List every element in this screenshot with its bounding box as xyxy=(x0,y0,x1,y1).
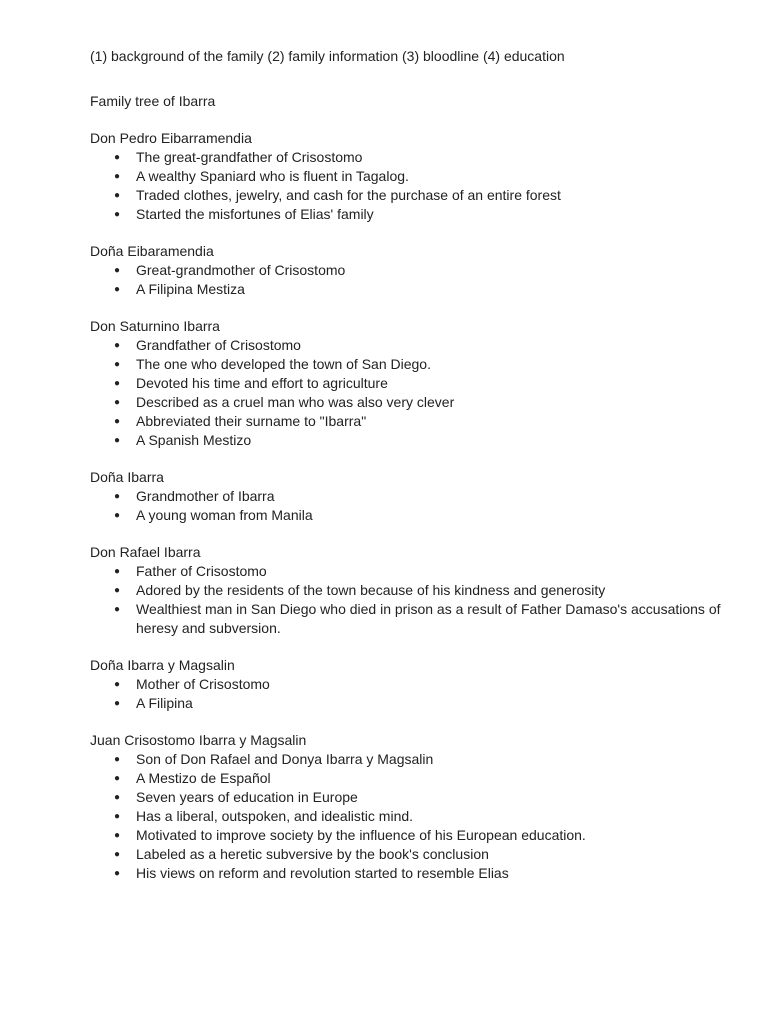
bullet-icon: ● xyxy=(114,190,121,201)
bullet-icon: ● xyxy=(114,284,121,295)
topics-line: (1) background of the family (2) family information (3) bloodline (4) education xyxy=(90,48,565,64)
list-item xyxy=(90,581,730,600)
list-item-text: Abbreviated their surname to "Ibarra" xyxy=(136,413,367,429)
fact-list xyxy=(90,562,730,638)
bullet-icon: ● xyxy=(114,171,121,182)
person-name: Doña Ibarra y Magsalin xyxy=(90,657,235,673)
list-item xyxy=(90,374,730,393)
list-item xyxy=(90,600,730,638)
person-section xyxy=(90,317,730,450)
bullet-icon: ● xyxy=(114,585,121,596)
list-item-text: Described as a cruel man who was also very clever xyxy=(136,394,455,410)
list-item xyxy=(90,186,730,205)
bullet-icon: ● xyxy=(114,830,121,841)
list-item-text: A Mestizo de Español xyxy=(136,770,271,786)
list-item xyxy=(90,675,730,694)
bullet-icon: ● xyxy=(114,792,121,803)
bullet-icon: ● xyxy=(114,416,121,427)
list-item xyxy=(90,562,730,581)
list-item-text: Grandmother of Ibarra xyxy=(136,488,275,504)
person-section xyxy=(90,468,730,525)
person-name: Doña Ibarra xyxy=(90,469,164,485)
fact-list xyxy=(90,750,730,883)
list-item-text: Devoted his time and effort to agriculture xyxy=(136,375,388,391)
list-item xyxy=(90,506,730,525)
fact-list xyxy=(90,261,730,299)
person-name: Don Pedro Eibarramendia xyxy=(90,130,252,146)
bullet-icon: ● xyxy=(114,152,121,163)
person-name: Juan Crisostomo Ibarra y Magsalin xyxy=(90,732,307,748)
list-item-text: Seven years of education in Europe xyxy=(136,789,358,805)
fact-list xyxy=(90,487,730,525)
list-item xyxy=(90,864,730,883)
list-item-text: The great-grandfather of Crisostomo xyxy=(136,149,363,165)
list-item xyxy=(90,148,730,167)
bullet-icon: ● xyxy=(114,849,121,860)
list-item-text: The one who developed the town of San Diego. xyxy=(136,356,431,372)
list-item-text: Son of Don Rafael and Donya Ibarra y Magsalin xyxy=(136,751,434,767)
bullet-icon: ● xyxy=(114,435,121,446)
bullet-icon: ● xyxy=(114,510,121,521)
list-item-text: His views on reform and revolution started to resemble Elias xyxy=(136,865,509,881)
list-item xyxy=(90,788,730,807)
bullet-icon: ● xyxy=(114,754,121,765)
bullet-icon: ● xyxy=(114,491,121,502)
list-item-text: Labeled as a heretic subversive by the book's conclusion xyxy=(136,846,489,862)
list-item xyxy=(90,694,730,713)
bullet-icon: ● xyxy=(114,773,121,784)
list-item-text: A Filipina xyxy=(136,695,193,711)
list-item-text: A Spanish Mestizo xyxy=(136,432,252,448)
list-item-text: Grandfather of Crisostomo xyxy=(136,337,301,353)
bullet-icon: ● xyxy=(114,265,121,276)
list-item xyxy=(90,431,730,450)
list-item xyxy=(90,393,730,412)
list-item xyxy=(90,826,730,845)
list-item xyxy=(90,336,730,355)
bullet-icon: ● xyxy=(114,397,121,408)
bullet-icon: ● xyxy=(114,209,121,220)
list-item xyxy=(90,845,730,864)
fact-list xyxy=(90,148,730,224)
list-item xyxy=(90,167,730,186)
fact-list xyxy=(90,675,730,713)
list-item-text: Adored by the residents of the town because of his kindness and generosity xyxy=(136,582,606,598)
bullet-icon: ● xyxy=(114,378,121,389)
list-item xyxy=(90,412,730,431)
bullet-icon: ● xyxy=(114,604,121,615)
list-item-text: Started the misfortunes of Elias' family xyxy=(136,206,374,222)
list-item-text: A Filipina Mestiza xyxy=(136,281,245,297)
person-section xyxy=(90,656,730,713)
list-item-text: Great-grandmother of Crisostomo xyxy=(136,262,346,278)
document-page xyxy=(90,46,730,883)
list-item xyxy=(90,769,730,788)
person-name: Don Rafael Ibarra xyxy=(90,544,201,560)
bullet-icon: ● xyxy=(114,698,121,709)
bullet-icon: ● xyxy=(114,811,121,822)
document-title: Family tree of Ibarra xyxy=(90,93,216,109)
list-item xyxy=(90,750,730,769)
bullet-icon: ● xyxy=(114,340,121,351)
bullet-icon: ● xyxy=(114,679,121,690)
person-name: Doña Eibaramendia xyxy=(90,243,214,259)
list-item xyxy=(90,807,730,826)
list-item-text: Father of Crisostomo xyxy=(136,563,267,579)
person-section xyxy=(90,731,730,883)
list-item xyxy=(90,205,730,224)
list-item xyxy=(90,280,730,299)
person-section xyxy=(90,129,730,224)
list-item xyxy=(90,355,730,374)
person-section xyxy=(90,242,730,299)
list-item xyxy=(90,261,730,280)
list-item xyxy=(90,487,730,506)
list-item-text: Traded clothes, jewelry, and cash for the purchase of an entire forest xyxy=(136,187,561,203)
bullet-icon: ● xyxy=(114,868,121,879)
person-name: Don Saturnino Ibarra xyxy=(90,318,220,334)
fact-list xyxy=(90,336,730,450)
person-section xyxy=(90,543,730,638)
list-item-text: A young woman from Manila xyxy=(136,507,313,523)
list-item-text: Wealthiest man in San Diego who died in prison as a result of Father Damaso's accusations of heresy and subversion. xyxy=(136,601,721,636)
list-item-text: Has a liberal, outspoken, and idealistic mind. xyxy=(136,808,414,824)
family-sections xyxy=(90,129,730,883)
list-item-text: A wealthy Spaniard who is fluent in Tagalog. xyxy=(136,168,409,184)
list-item-text: Motivated to improve society by the influence of his European education. xyxy=(136,827,586,843)
list-item-text: Mother of Crisostomo xyxy=(136,676,270,692)
bullet-icon: ● xyxy=(114,566,121,577)
bullet-icon: ● xyxy=(114,359,121,370)
